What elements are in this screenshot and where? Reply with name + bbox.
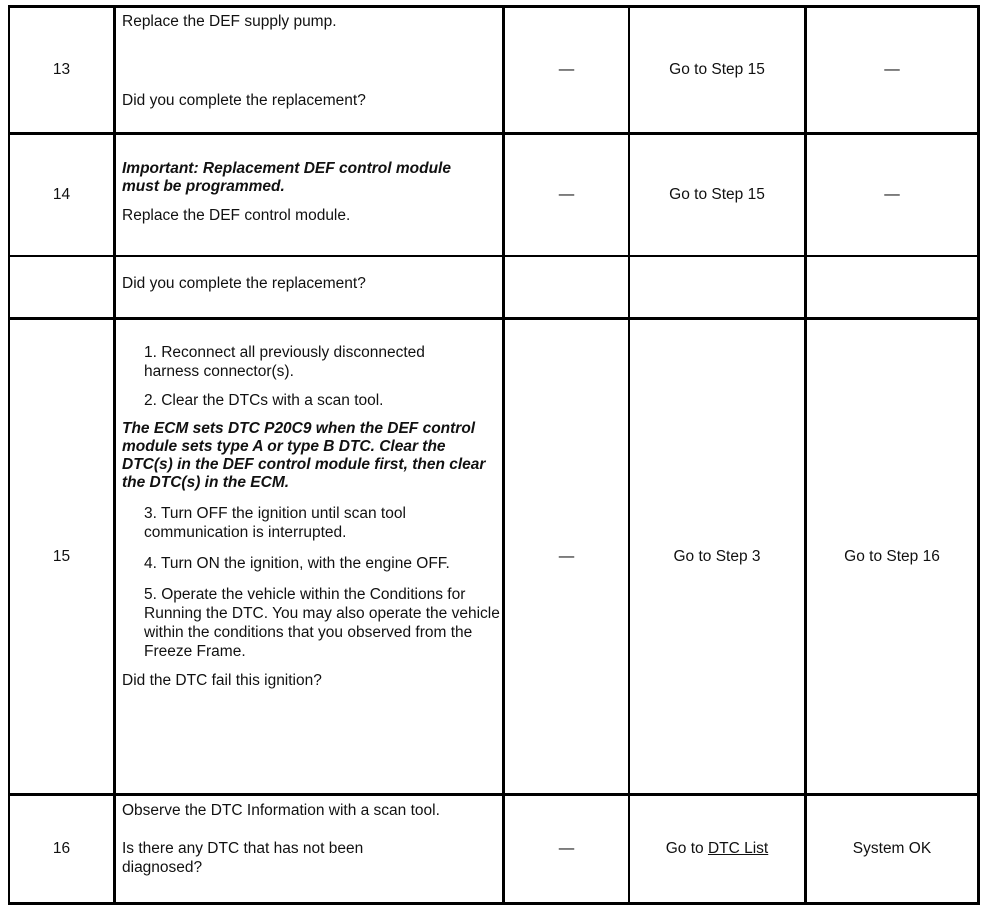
action-cell-13 bbox=[116, 12, 502, 132]
question-text: Did the DTC fail this ignition? bbox=[122, 672, 322, 689]
yes-action: Go to Step 3 bbox=[673, 547, 761, 565]
step-number-13 bbox=[10, 8, 113, 132]
action-cell-16 bbox=[116, 801, 502, 901]
values-text: — bbox=[558, 186, 575, 203]
action-cell-15 bbox=[116, 343, 502, 788]
no-action: Go to Step 16 bbox=[844, 547, 940, 565]
no-cell-16 bbox=[807, 796, 977, 902]
question-cell-14 bbox=[116, 274, 502, 304]
no-cell-15 bbox=[807, 320, 977, 793]
step-number-16 bbox=[10, 796, 113, 902]
procedure-step: 3. Turn OFF the ignition until scan tool communication is interrupted. bbox=[144, 505, 406, 541]
table-border-right bbox=[977, 5, 980, 905]
no-action: System OK bbox=[852, 840, 932, 857]
no-cell-13 bbox=[807, 8, 977, 132]
values-cell-15 bbox=[505, 320, 628, 793]
action-text: Observe the DTC Information with a scan tool. bbox=[122, 802, 440, 819]
no-cell-14 bbox=[807, 135, 977, 255]
procedure-step: 5. Operate the vehicle within the Conditions for Running the DTC. You may also operate the vehicle within the conditions that you observed from the Freeze Frame. bbox=[144, 586, 500, 660]
table-border-bottom bbox=[8, 902, 980, 905]
no-action: — bbox=[884, 186, 900, 203]
step-number: 16 bbox=[52, 840, 71, 857]
step-number: 14 bbox=[52, 186, 71, 203]
question-text: Did you complete the replacement? bbox=[122, 275, 366, 292]
action-cell-14 bbox=[116, 160, 502, 255]
question-text: Did you complete the replacement? bbox=[122, 92, 366, 109]
yes-cell-15 bbox=[630, 320, 804, 793]
yes-action: Go to Step 15 bbox=[669, 186, 765, 203]
yes-cell-16 bbox=[630, 796, 804, 902]
yes-prefix: Go to bbox=[665, 840, 708, 857]
yes-cell-13 bbox=[630, 8, 804, 132]
values-text: — bbox=[558, 61, 575, 78]
yes-action bbox=[666, 840, 769, 858]
procedure-step: 4. Turn ON the ignition, with the engine OFF. bbox=[144, 555, 450, 572]
row-divider-14-sub bbox=[8, 255, 980, 257]
procedure-step: 1. Reconnect all previously disconnected harness connector(s). bbox=[144, 344, 425, 380]
action-text: Replace the DEF supply pump. bbox=[122, 13, 337, 30]
values-cell-14 bbox=[505, 135, 628, 255]
ecm-note: The ECM sets DTC P20C9 when the DEF control module sets type A or type B DTC. Clear the DTC(s) in the DEF control module first, then clear the DTC(s) in the ECM. bbox=[122, 420, 486, 491]
question-text: Is there any DTC that has not been diagnosed? bbox=[122, 840, 364, 876]
yes-action: Go to Step 15 bbox=[669, 61, 765, 78]
step-number: 15 bbox=[52, 547, 71, 565]
important-note: Important: Replacement DEF control module must be programmed. bbox=[122, 160, 451, 195]
values-text: — bbox=[558, 547, 575, 565]
dtc-list-link[interactable]: DTC List bbox=[707, 840, 769, 857]
step-number: 13 bbox=[52, 61, 71, 78]
action-text: Replace the DEF control module. bbox=[122, 207, 351, 224]
no-action: — bbox=[884, 61, 900, 78]
yes-cell-14 bbox=[630, 135, 804, 255]
values-cell-16 bbox=[505, 796, 628, 902]
step-number-15 bbox=[10, 320, 113, 793]
procedure-step: 2. Clear the DTCs with a scan tool. bbox=[144, 392, 384, 409]
step-number-14 bbox=[10, 135, 113, 255]
values-cell-13 bbox=[505, 8, 628, 132]
values-text: — bbox=[558, 840, 575, 857]
